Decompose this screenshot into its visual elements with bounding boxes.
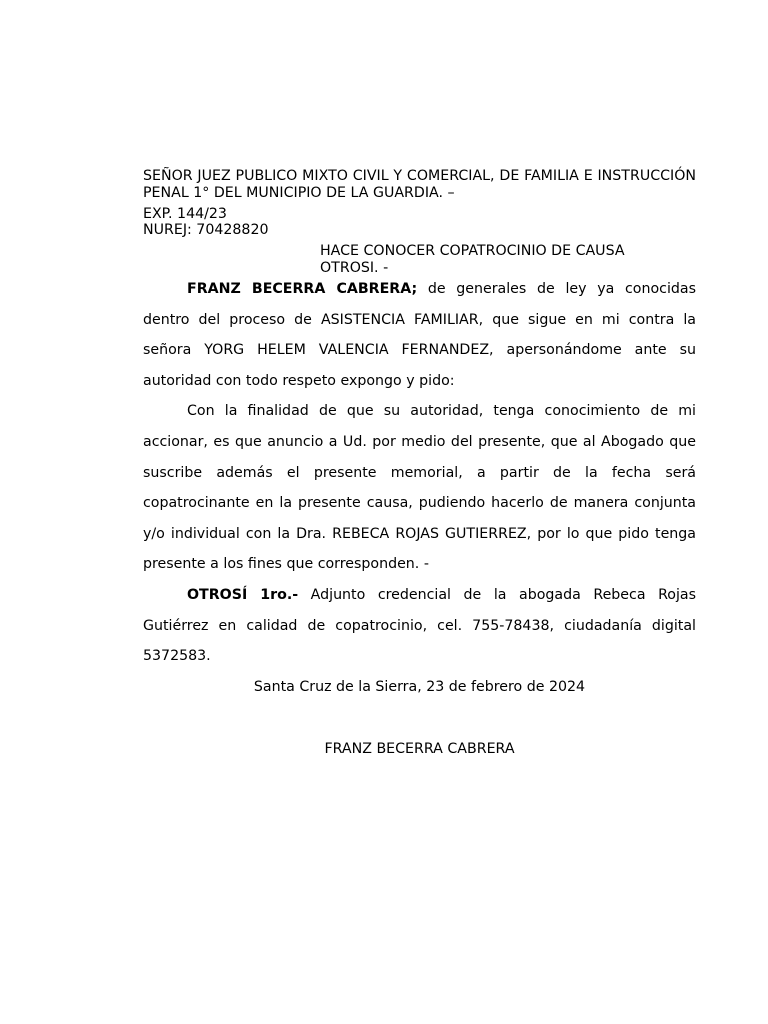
petitioner-name: FRANZ BECERRA CABRERA; bbox=[187, 281, 418, 297]
case-reference bbox=[143, 206, 696, 238]
otrosi-label: OTROSÍ 1ro.- bbox=[187, 586, 299, 603]
expediente-number: EXP. 144/23 bbox=[143, 206, 227, 222]
subject-line-2: OTROSI. - bbox=[320, 260, 389, 276]
main-paragraph: Con la finalidad de que su autoridad, tenga conocimiento de mi accionar, es que anuncio a Ud. por medio del presente, que al Abogado que suscribe además el presente memorial, a partir de la fecha será copatrocinante en la presente causa, pudiendo hacerlo de manera conjunta y/o individual con la Dra. REBECA ROJAS GUTIERREZ, por lo que pido tenga presente a los fines que corresponden. - bbox=[143, 403, 696, 573]
signature-name: FRANZ BECERRA CABRERA bbox=[324, 741, 515, 757]
otrosi-paragraph bbox=[143, 580, 696, 672]
subject-line-1: HACE CONOCER COPATROCINIO DE CAUSA bbox=[320, 243, 625, 259]
intro-paragraph bbox=[143, 274, 696, 396]
otrosi-text: Adjunto credencial de la abogada Rebeca Rojas Gutiérrez en calidad de copatrocinio, cel. 755-78438, ciudadanía digital 5372583. bbox=[143, 586, 697, 665]
intro-paragraph-text: de generales de ley ya conocidas dentro del proceso de ASISTENCIA FAMILIAR, que sigue en mi contra la señora YORG HELEM VALENCIA FERNANDEZ, apersonándome ante su autoridad con todo respeto expongo y pido: bbox=[143, 281, 696, 389]
subject-reference bbox=[320, 243, 696, 277]
document-body bbox=[143, 274, 696, 672]
nurej-number: NUREJ: 70428820 bbox=[143, 222, 269, 238]
date-line: Santa Cruz de la Sierra, 23 de febrero de 2024 bbox=[253, 679, 586, 695]
addressee-heading: SEÑOR JUEZ PUBLICO MIXTO CIVIL Y COMERCIAL, DE FAMILIA E INSTRUCCIÓN PENAL 1° DEL MUNICIPIO DE LA GUARDIA. – bbox=[143, 168, 696, 201]
